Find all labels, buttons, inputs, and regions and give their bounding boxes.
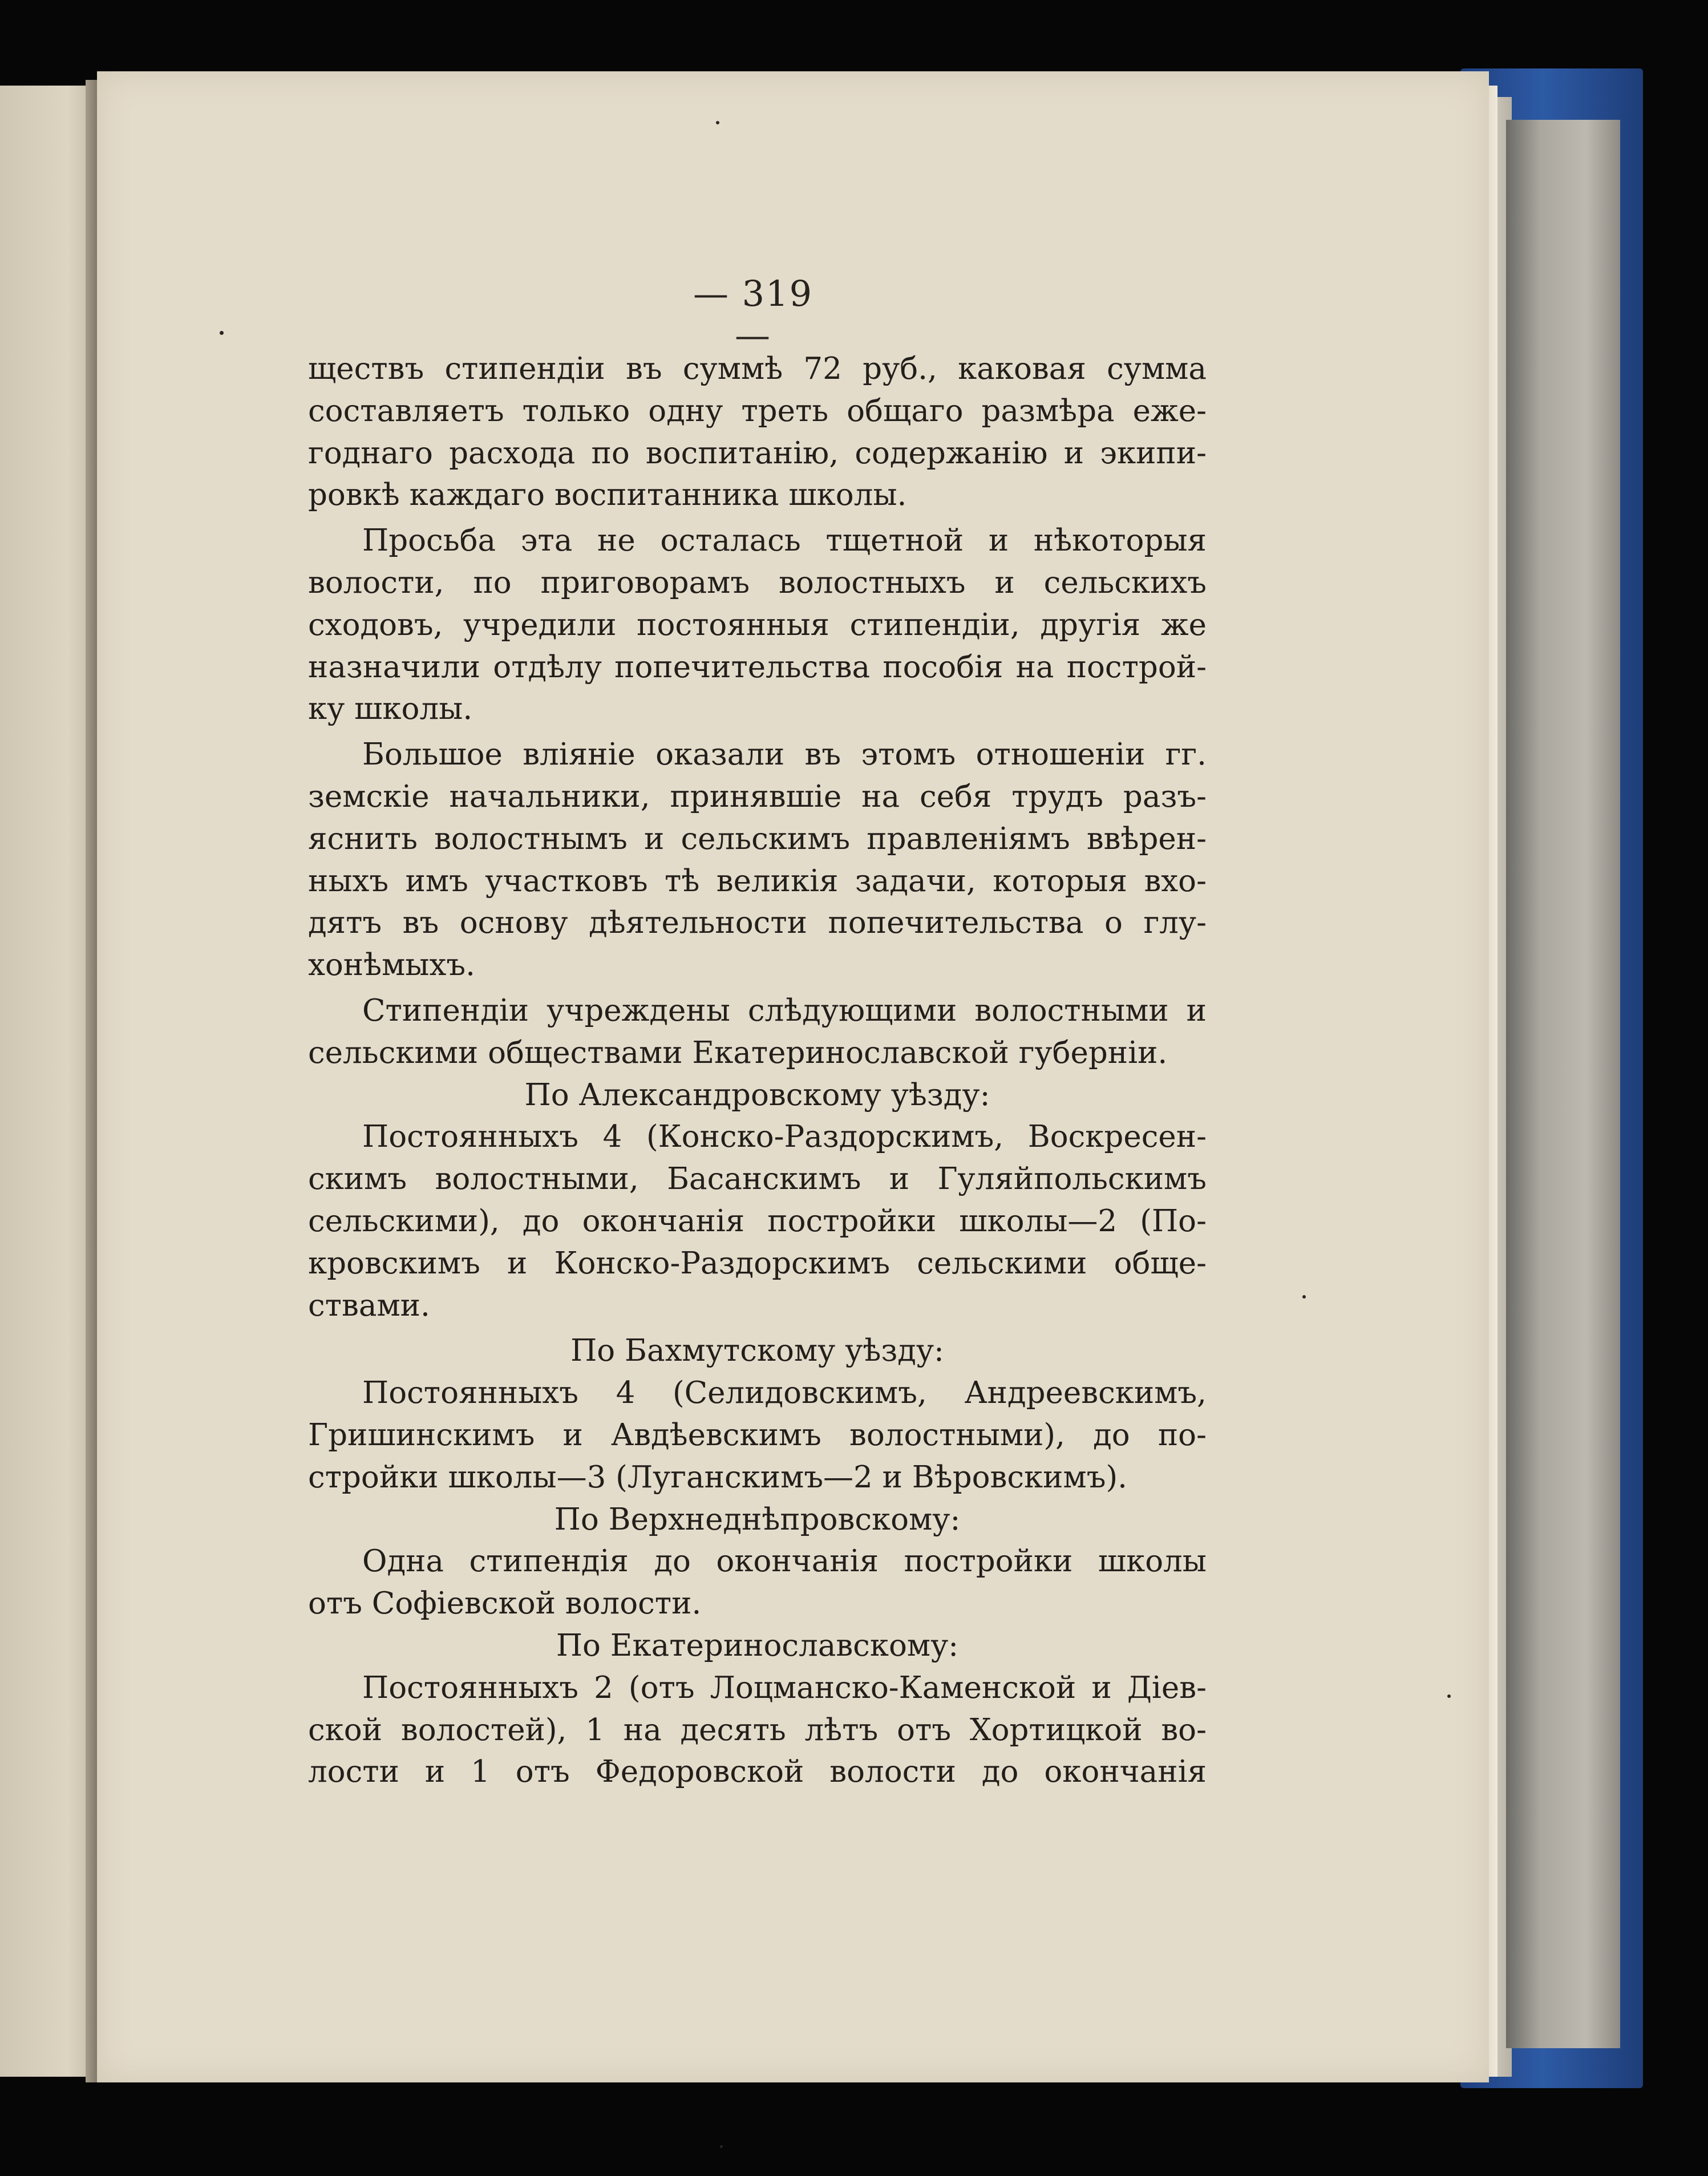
text-line: назначили отдѣлу попечительства пособія на построй- <box>308 649 1207 685</box>
text-line: дятъ въ основу дѣятельности попечительства о глу- <box>308 905 1207 941</box>
text-line: ровкѣ каждаго воспитанника школы. <box>308 478 907 513</box>
text-line: яснить волостнымъ и сельскимъ правленіямъ ввѣрен- <box>308 821 1207 856</box>
dust-speck <box>220 331 224 335</box>
text-line: Постоянныхъ 4 (Конско-Раздорскимъ, Воскресен- <box>362 1119 1207 1155</box>
page-number: — 319 — <box>693 273 813 356</box>
text-line: волости, по приговорамъ волостныхъ и сельскихъ <box>308 565 1207 600</box>
text-line: хонѣмыхъ. <box>308 948 475 983</box>
text-line: Большое вліяніе оказали въ этомъ отношеніи гг. <box>362 737 1207 772</box>
text-line: ку школы. <box>308 691 473 727</box>
text-line: земскіе начальники, принявшіе на себя трудъ разъ- <box>308 779 1207 814</box>
text-line: Гришинскимъ и Авдѣевскимъ волостными), до по- <box>308 1417 1207 1453</box>
text-line: кровскимъ и Конско-Раздорскимъ сельскими обще- <box>308 1245 1207 1281</box>
text-line: Одна стипендія до окончанія постройки школы <box>362 1544 1207 1579</box>
text-line: лости и 1 отъ Федоровской волости до окончанія <box>308 1754 1207 1790</box>
dust-speck <box>720 2145 723 2148</box>
dust-speck <box>716 121 719 124</box>
text-line: Постоянныхъ 2 (отъ Лоцманско-Каменской и Діев- <box>362 1670 1207 1705</box>
left-page-edge <box>0 86 97 2077</box>
page-text <box>308 348 1207 1793</box>
text-line: сходовъ, учредили постоянныя стипендіи, другія же <box>308 607 1207 642</box>
text-line: скимъ волостными, Басанскимъ и Гуляйпольскимъ <box>308 1162 1207 1197</box>
section-heading: По Александровскому уѣзду: <box>524 1077 990 1113</box>
back-pages <box>1506 120 1620 2048</box>
text-line: годнаго расхода по воспитанію, содержанію и экипи- <box>308 435 1207 471</box>
text-line: сельскими обществами Екатеринославской губерніи. <box>308 1035 1168 1070</box>
text-line: Просьба эта не осталась тщетной и нѣкоторыя <box>362 523 1207 559</box>
text-line: стройки школы—3 (Луганскимъ—2 и Вѣровскимъ). <box>308 1459 1127 1495</box>
dust-speck <box>1447 1694 1451 1698</box>
section-heading: По Верхнеднѣпровскому: <box>554 1502 961 1537</box>
dust-speck <box>1302 1295 1306 1299</box>
text-line: ныхъ имъ участковъ тѣ великія задачи, которыя вхо- <box>308 863 1207 899</box>
text-line: сельскими), до окончанія постройки школы—2 (По- <box>308 1203 1207 1239</box>
text-line: ществъ стипендіи въ суммѣ 72 руб., каковая сумма <box>308 351 1207 386</box>
section-heading: По Бахмутскому уѣзду: <box>570 1333 944 1369</box>
text-line: Стипендіи учреждены слѣдующими волостными и <box>362 993 1207 1028</box>
text-line: ской волостей), 1 на десять лѣтъ отъ Хортицкой во- <box>308 1712 1207 1748</box>
text-line: Постоянныхъ 4 (Селидовскимъ, Андреевскимъ, <box>362 1376 1207 1411</box>
text-line: ствами. <box>308 1288 430 1323</box>
text-line: отъ Софіевской волости. <box>308 1586 702 1621</box>
text-line: составляетъ только одну треть общаго размѣра еже- <box>308 393 1207 428</box>
section-heading: По Екатеринославскому: <box>556 1628 959 1663</box>
